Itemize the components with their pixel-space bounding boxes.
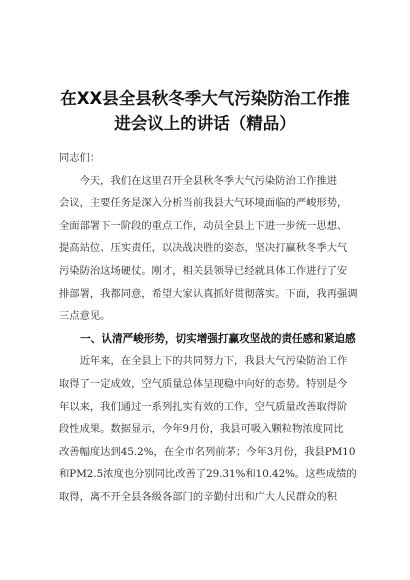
title-line: 在XX县全县秋冬季大气污染防治工作推 [60,89,350,108]
paragraph-line: 今天，我们在这里召开全县秋冬季大气污染防治工作推进 [59,174,338,187]
paragraph-line: 近年来，在全县上下的共同努力下，我县大气污染防治工作 [59,355,348,368]
paragraph-line: 排部署，我都同意，希望大家认真抓好贯彻落实。下面，我再强调 [59,287,358,300]
title-line: 进会议上的讲话（精品） [114,114,296,133]
paragraph-1 [59,170,358,328]
paragraph-line: 会议，主要任务是深入分析当前我县大气环境面临的严峻形势， [59,197,348,210]
paragraph-line: 全面部署下一阶段的重点工作，动员全县上下进一步统一思想、 [59,219,348,232]
paragraph-line: 和PM2.5浓度也分别同比改善了29.31%和10.42%。这些成绩的 [59,468,357,481]
paragraph-line: 改善幅度达到45.2%，在全市名列前茅；今年3月份，我县PM10 [59,445,356,458]
paragraph-line: 污染防治这场硬仗。刚才，相关县领导已经就具体工作进行了安 [59,264,348,277]
paragraph-line: 取得了一定成效，空气质量总体呈现稳中向好的态势。特别是今 [59,377,348,390]
document-body [59,147,358,509]
paragraph-line: 段性成果。数据显示，今年9月份，我县可吸入颗粒物浓度同比 [59,423,344,436]
salutation: 同志们： [59,152,101,164]
paragraph-line: 提高站位、压实责任，以决战决胜的姿态，坚决打赢秋冬季大气 [59,242,348,255]
section-heading-1: 一、认清严峻形势，切实增强打赢攻坚战的责任感和紧迫感 [59,332,356,345]
document-title [40,86,370,136]
paragraph-2 [59,350,355,508]
paragraph-line: 取得，离不开全县各级各部门的辛勤付出和广大人民群众的积 [59,490,338,503]
paragraph-line: 年以来，我们通过一系列扎实有效的工作，空气质量改善取得阶 [59,400,348,413]
paragraph-line: 三点意见。 [59,310,111,323]
